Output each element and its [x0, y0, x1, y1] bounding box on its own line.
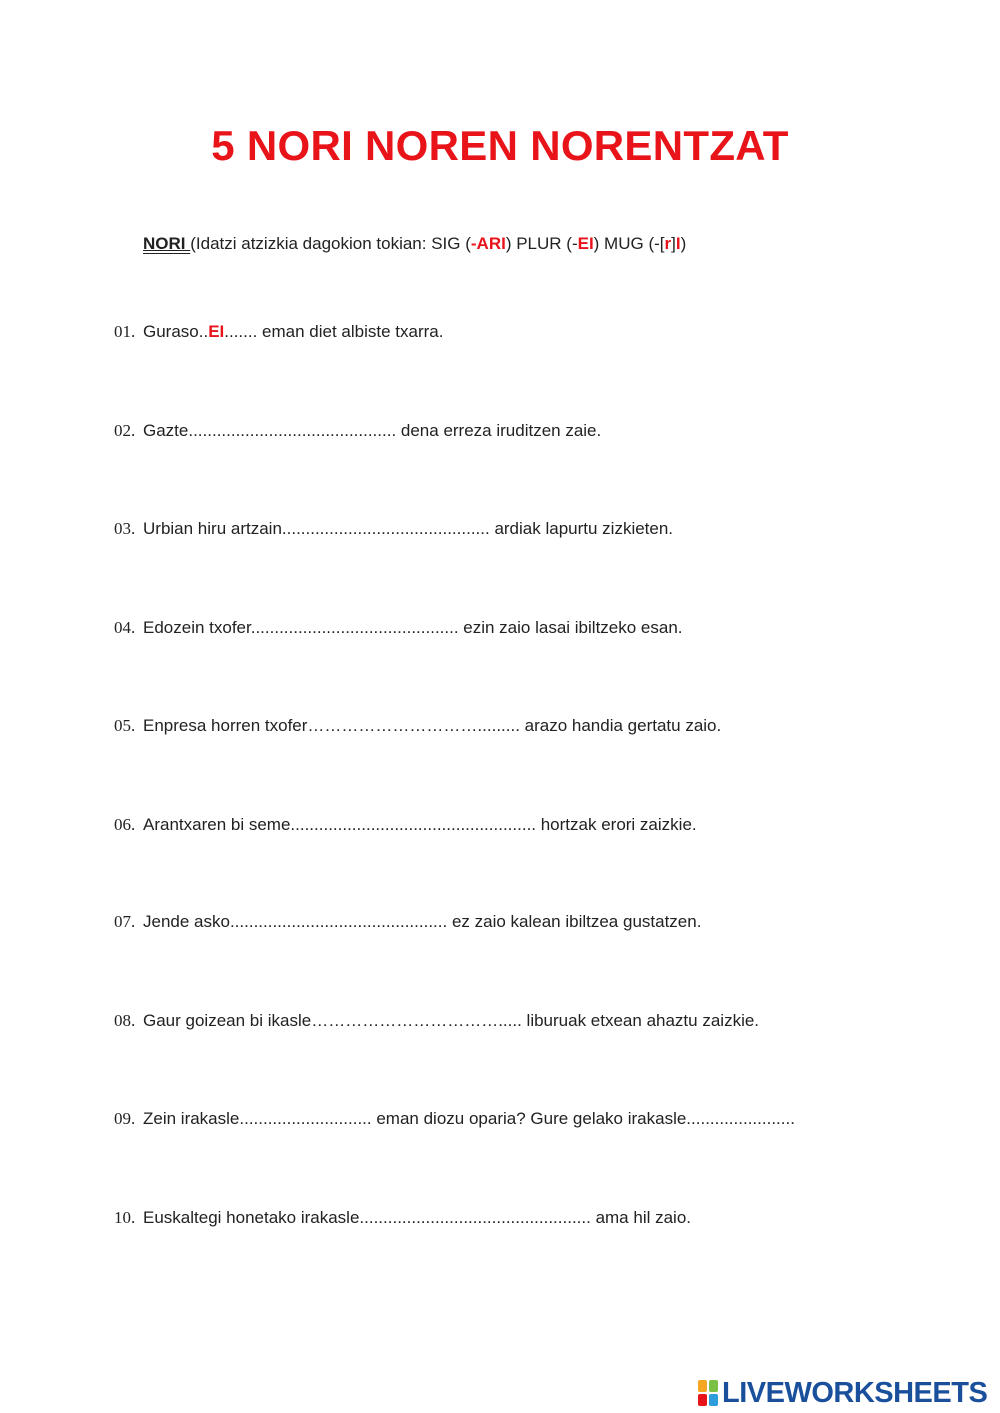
- question-number: 09.: [114, 1109, 136, 1128]
- question-text[interactable]: Edozein txofer............................................ ezin zaio lasai ibiltzeko esan.: [143, 618, 683, 637]
- answer-field[interactable]: EI: [208, 322, 225, 341]
- question-number: 01.: [114, 322, 136, 341]
- question-number: 07.: [114, 912, 136, 931]
- question-09: [114, 1109, 795, 1129]
- question-04: [114, 618, 683, 638]
- question-07: [114, 912, 701, 932]
- question-text[interactable]: Gazte............................................ dena erreza iruditzen zaie.: [143, 421, 602, 440]
- question-08: [114, 1011, 759, 1031]
- question-number: 03.: [114, 519, 136, 538]
- worksheet-title: 5 NORI NOREN NORENTZAT: [211, 122, 789, 169]
- suffix-singular: -ARI: [470, 234, 506, 253]
- question-number: 10.: [114, 1208, 136, 1227]
- suffix-mug-r: r: [664, 234, 672, 253]
- liveworksheets-logo: [698, 1378, 987, 1408]
- logo-text: LIVEWORKSHEETS: [722, 1376, 988, 1409]
- question-05: [114, 716, 721, 736]
- question-text[interactable]: Zein irakasle............................ eman diozu oparia? Gure gelako irakasle.......................: [143, 1109, 795, 1128]
- question-text[interactable]: Enpresa horren txofer…………………………......... arazo handia gertatu zaio.: [143, 716, 722, 735]
- question-text[interactable]: Urbian hiru artzain............................................ ardiak lapurtu zizkieten.: [143, 519, 674, 538]
- question-06: [114, 815, 697, 835]
- question-02: [114, 421, 601, 441]
- logo-mark-icon: [698, 1380, 718, 1406]
- question-number: 04.: [114, 618, 136, 637]
- question-number: 02.: [114, 421, 136, 440]
- question-text[interactable]: Euskaltegi honetako irakasle................................................. ama hil zaio.: [143, 1208, 692, 1227]
- question-number: 08.: [114, 1011, 136, 1030]
- question-text[interactable]: Gaur goizean bi ikasle……………………………..... liburuak etxean ahaztu zaizkie.: [143, 1011, 760, 1030]
- instruction-line: NORI (Idatzi atzizkia dagokion tokian: SIG (-ARI) PLUR (-EI) MUG (-[r]I): [143, 234, 687, 253]
- question-number: 06.: [114, 815, 136, 834]
- question-text[interactable]: Arantxaren bi seme.................................................... hortzak erori zaizkie.: [143, 815, 697, 834]
- suffix-mug-i: I: [675, 234, 681, 253]
- question-number: 05.: [114, 716, 136, 735]
- question-10: [114, 1208, 691, 1228]
- suffix-plural: EI: [577, 234, 594, 253]
- question-03: [114, 519, 673, 539]
- instruction-heading: NORI: [143, 234, 191, 253]
- question-01: 01. Guraso..EI....... eman diet albiste txarra.: [114, 322, 444, 341]
- question-text[interactable]: Jende asko.............................................. ez zaio kalean ibiltzea gustatzen.: [143, 912, 702, 931]
